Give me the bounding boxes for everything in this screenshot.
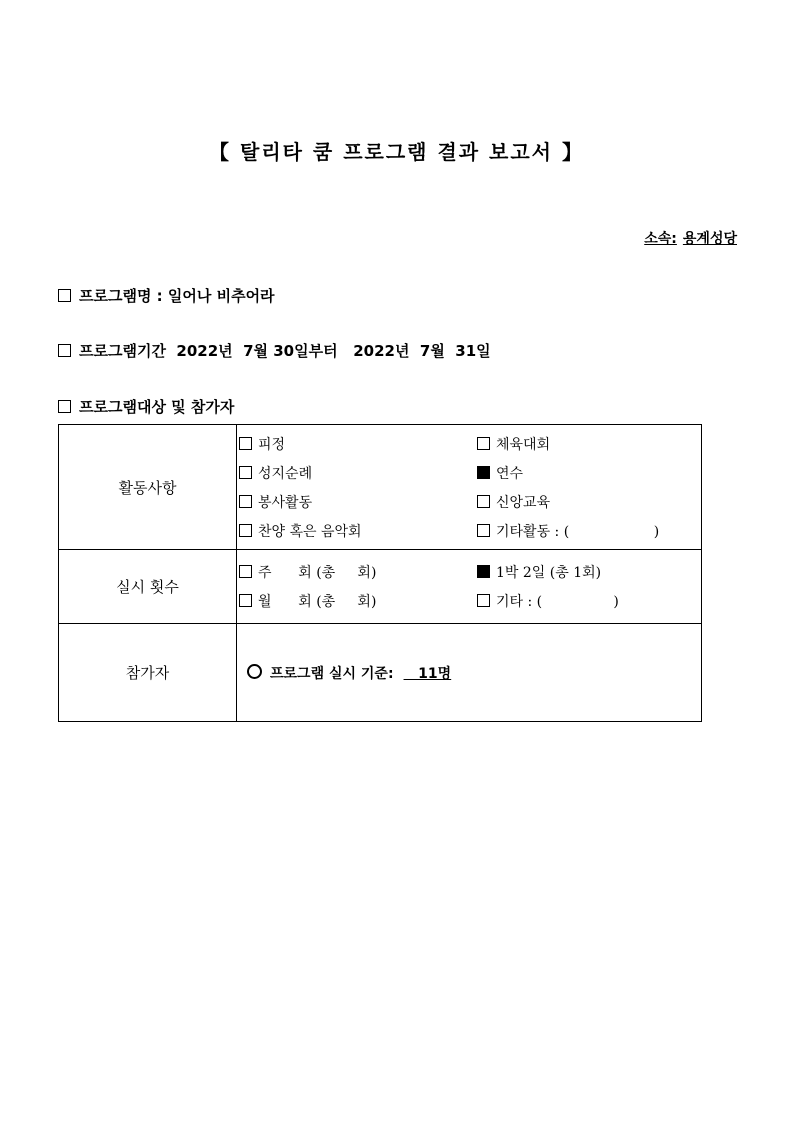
- option-row: [239, 587, 701, 616]
- checkbox-icon: [58, 400, 71, 413]
- option-overnight[interactable]: 1박 2일 (총 1회): [477, 562, 601, 582]
- criterion-value: 11명: [403, 665, 452, 682]
- option-praise-concert[interactable]: 찬양 혹은 음악회: [239, 521, 477, 541]
- frequency-row: [59, 550, 702, 624]
- frequency-options: [237, 550, 702, 624]
- option-row: [239, 429, 701, 458]
- participants-label: 참가자: [59, 624, 237, 722]
- option-row: [239, 487, 701, 516]
- checked-checkbox-icon: [477, 466, 490, 479]
- option-training[interactable]: 연수: [477, 463, 523, 483]
- checkbox-icon: [239, 565, 252, 578]
- activity-row: [59, 425, 702, 550]
- affiliation-value: 용계성당: [682, 231, 737, 247]
- checkbox-icon: [58, 344, 71, 357]
- affiliation: [638, 228, 737, 248]
- option-row: [239, 558, 701, 587]
- option-pilgrimage-retreat[interactable]: 피정: [239, 434, 477, 454]
- checkbox-icon: [239, 437, 252, 450]
- option-other-frequency[interactable]: 기타 : ( ): [477, 591, 619, 611]
- option-monthly[interactable]: 월 회 (총 회): [239, 591, 477, 611]
- checkbox-icon: [239, 594, 252, 607]
- program-name-text: 프로그램명 : 일어나 비추어라: [79, 287, 275, 305]
- activity-label: 활동사항: [59, 425, 237, 550]
- option-weekly[interactable]: 주 회 (총 회): [239, 562, 477, 582]
- checkbox-icon: [239, 466, 252, 479]
- checkbox-icon: [477, 437, 490, 450]
- checkbox-icon: [477, 524, 490, 537]
- option-other-activity[interactable]: 기타활동 : ( ): [477, 521, 659, 541]
- section-program-name: [58, 285, 275, 306]
- option-sports-day[interactable]: 체육대회: [477, 434, 550, 454]
- circle-bullet-icon: [247, 664, 262, 679]
- option-holy-site[interactable]: 성지순례: [239, 463, 477, 483]
- participants-content: [237, 624, 702, 722]
- checkbox-icon: [58, 289, 71, 302]
- criterion-label: 프로그램 실시 기준:: [270, 665, 394, 682]
- activity-options: [237, 425, 702, 550]
- participants-table: [58, 424, 702, 722]
- option-faith-education[interactable]: 신앙교육: [477, 492, 550, 512]
- frequency-label: 실시 횟수: [59, 550, 237, 624]
- program-target-text: 프로그램대상 및 참가자: [79, 398, 235, 416]
- checkbox-icon: [477, 495, 490, 508]
- participants-row: [59, 624, 702, 722]
- option-row: [239, 458, 701, 487]
- option-volunteer[interactable]: 봉사활동: [239, 492, 477, 512]
- criterion-line: [239, 663, 701, 683]
- section-program-period: [58, 340, 491, 361]
- section-program-target: [58, 396, 234, 417]
- checkbox-icon: [239, 495, 252, 508]
- checkbox-icon: [239, 524, 252, 537]
- program-period-text: 프로그램기간 2022년 7월 30일부터 2022년 7월 31일: [79, 342, 491, 360]
- checkbox-icon: [477, 594, 490, 607]
- document-title: 【 탈리타 쿰 프로그램 결과 보고서 】: [209, 140, 584, 164]
- checked-checkbox-icon: [477, 565, 490, 578]
- affiliation-label: 소속:: [644, 231, 677, 247]
- option-row: [239, 516, 701, 545]
